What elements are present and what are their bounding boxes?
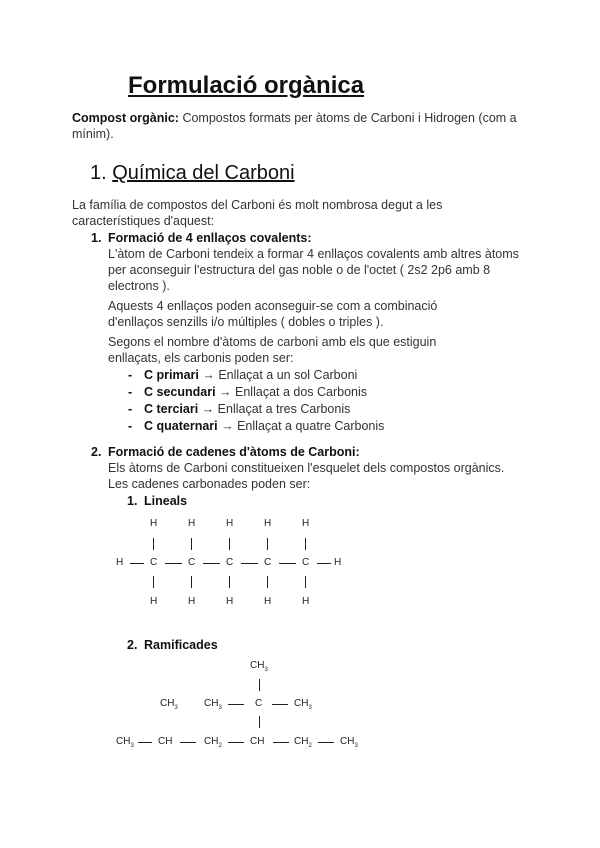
bullet-item <box>128 418 132 434</box>
section-heading <box>90 162 295 185</box>
carbon-atom: C <box>255 698 263 709</box>
bullet-marker: - <box>128 419 133 433</box>
item2-heading: Formació de cadenes d'àtoms de Carboni: <box>108 445 360 459</box>
bullet-text <box>144 384 367 400</box>
bond-vertical <box>229 538 230 550</box>
bullet-item <box>128 367 132 383</box>
intro-text: Compostos formats per àtoms de Carboni i Hidrogen (com a <box>182 111 517 125</box>
bullet-desc: → Enllaçat a tres Carbonis <box>201 402 351 416</box>
carbon-atom: C <box>188 557 196 568</box>
bond-horizontal <box>241 563 258 564</box>
bullet-marker: - <box>128 385 133 399</box>
carbon-atom: C <box>302 557 310 568</box>
item1-number: 1. <box>91 231 102 245</box>
bullet-term: C terciari <box>144 402 199 416</box>
bullet-desc: → Enllaçat a quatre Carbonis <box>221 419 385 433</box>
methyl-group: $CH_3$ <box>160 698 178 711</box>
bond-vertical <box>259 716 260 728</box>
carbon-atom: C <box>150 557 158 568</box>
methylene-group: $CH_2$ <box>204 736 222 749</box>
sub1-number: 1. <box>127 494 138 508</box>
bond-horizontal <box>228 704 244 705</box>
bond-vertical <box>191 538 192 550</box>
bond-vertical <box>267 576 268 588</box>
methyl-group: $CH_3$ <box>250 660 268 673</box>
hydrogen-atom: H <box>188 518 196 529</box>
section-number: 1. <box>90 162 107 184</box>
hydrogen-atom: H <box>150 518 158 529</box>
hydrogen-atom: H <box>264 596 272 607</box>
bond-vertical <box>153 538 154 550</box>
sub1-heading: Lineals <box>144 494 188 508</box>
section-title: Química del Carboni <box>112 162 295 184</box>
bullet-desc: → Enllaçat a un sol Carboni <box>202 368 358 382</box>
methine-group: CH <box>250 736 265 747</box>
item1-p1-line3: electrons ). <box>108 279 170 293</box>
methyl-group: $CH_3$ <box>294 698 312 711</box>
item2-line-1: Els àtoms de Carboni constitueixen l'esquelet dels compostos orgànics. <box>108 461 505 475</box>
hydrogen-atom: H <box>334 557 342 568</box>
hydrogen-atom: H <box>302 596 310 607</box>
hydrogen-atom: H <box>226 596 234 607</box>
intro-line-1 <box>72 110 517 126</box>
hydrogen-atom: H <box>116 557 124 568</box>
bond-horizontal <box>180 742 196 743</box>
bullet-item <box>128 384 132 400</box>
carbon-atom: C <box>264 557 272 568</box>
item1-p3-line2: enllaçats, els carbonis poden ser: <box>108 351 294 365</box>
bullet-text <box>144 418 384 434</box>
methyl-group: $CH_3$ <box>340 736 358 749</box>
bullet-desc: → Enllaçat a dos Carbonis <box>219 385 368 399</box>
carbon-atom: C <box>226 557 234 568</box>
bond-vertical <box>267 538 268 550</box>
item1-p1-line1: L'àtom de Carboni tendeix a formar 4 enllaços covalents amb altres àtoms <box>108 247 519 261</box>
item2-line-2: Les cadenes carbonades poden ser: <box>108 477 311 491</box>
bond-horizontal <box>228 742 244 743</box>
bond-vertical <box>305 576 306 588</box>
section-para-line-2: característiques d'aquest: <box>72 214 215 228</box>
item1-p2-line1: Aquests 4 enllaços poden aconseguir-se com a combinació <box>108 299 438 313</box>
bullet-marker: - <box>128 368 133 382</box>
hydrogen-atom: H <box>150 596 158 607</box>
bond-vertical <box>191 576 192 588</box>
intro-label: Compost orgànic: <box>72 111 179 125</box>
sub2-number: 2. <box>127 638 138 652</box>
bond-horizontal <box>165 563 182 564</box>
item1-p3-line1: Segons el nombre d'àtoms de carboni amb els que estiguin <box>108 335 437 349</box>
bond-horizontal <box>317 563 331 564</box>
bond-vertical <box>153 576 154 588</box>
methylene-group: $CH_2$ <box>294 736 312 749</box>
item1-p1-line2: per aconseguir l'estructura del gas noble o de l'octet ( 2s2 2p6 amb 8 <box>108 263 491 277</box>
methyl-group: $CH_3$ <box>116 736 134 749</box>
bond-vertical <box>229 576 230 588</box>
methyl-group: $CH_3$ <box>204 698 222 711</box>
hydrogen-atom: H <box>226 518 234 529</box>
bullet-text <box>144 367 357 383</box>
item1-heading: Formació de 4 enllaços covalents: <box>108 231 312 245</box>
item2-number: 2. <box>91 445 102 459</box>
bond-horizontal <box>130 563 144 564</box>
bullet-text <box>144 401 350 417</box>
sub2-heading: Ramificades <box>144 638 218 652</box>
section-para-line-1: La família de compostos del Carboni és molt nombrosa degut a les <box>72 198 443 212</box>
bond-horizontal <box>279 563 296 564</box>
hydrogen-atom: H <box>302 518 310 529</box>
page-title: Formulació orgànica <box>128 72 365 99</box>
bullet-marker: - <box>128 402 133 416</box>
bond-horizontal <box>138 742 152 743</box>
bond-horizontal <box>273 742 289 743</box>
item1-p2-line2: d'enllaços senzills i/o múltiples ( dobles o triples ). <box>108 315 384 329</box>
methine-group: CH <box>158 736 173 747</box>
bond-vertical <box>259 679 260 691</box>
bullet-term: C secundari <box>144 385 216 399</box>
bond-horizontal <box>272 704 288 705</box>
hydrogen-atom: H <box>264 518 272 529</box>
bond-horizontal <box>318 742 334 743</box>
intro-line-2: mínim). <box>72 127 114 141</box>
bullet-term: C quaternari <box>144 419 218 433</box>
bullet-term: C primari <box>144 368 199 382</box>
bond-vertical <box>305 538 306 550</box>
bullet-item <box>128 401 132 417</box>
bond-horizontal <box>203 563 220 564</box>
hydrogen-atom: H <box>188 596 196 607</box>
